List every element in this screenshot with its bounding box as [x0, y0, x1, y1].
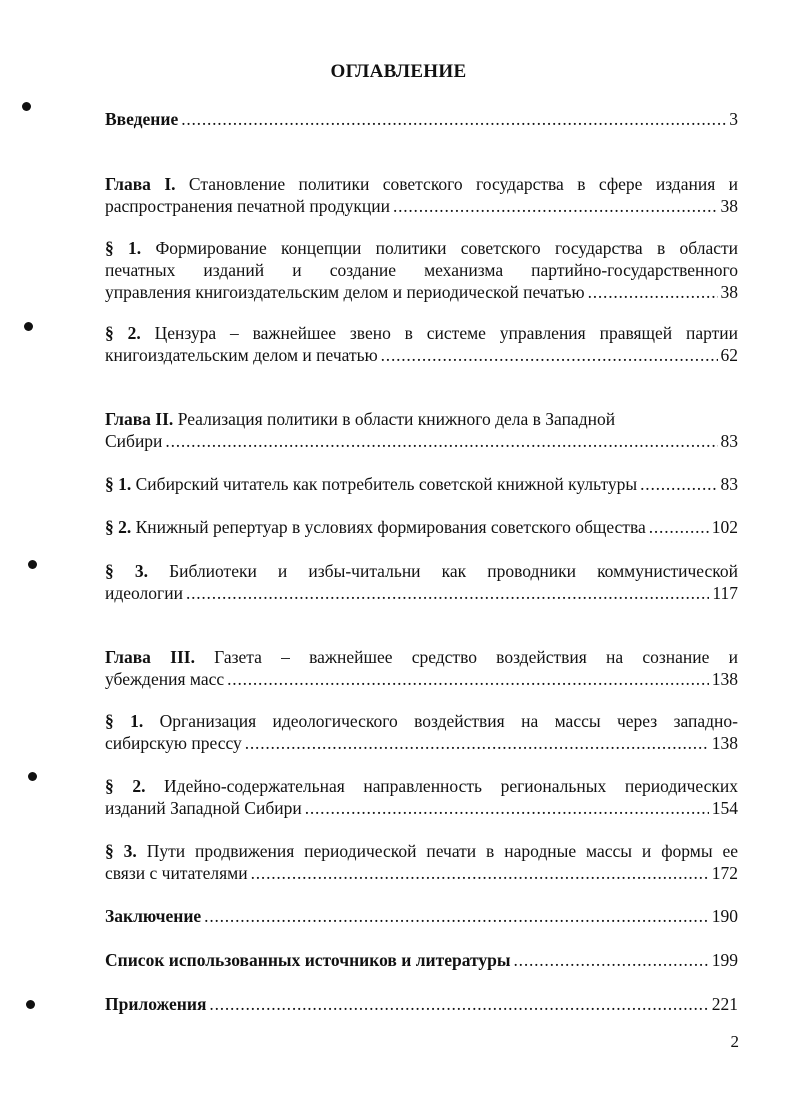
toc-page: 117	[712, 583, 738, 603]
toc-page: 199	[711, 950, 738, 970]
toc-page: 83	[720, 431, 738, 451]
toc-page: 154	[711, 798, 738, 818]
toc-text: Сибири	[105, 431, 163, 451]
toc-text: Реализация политики в области книжного дела в Западной	[177, 409, 616, 429]
toc-text: Цензура – важнейшее звено в системе управления правящей партии	[154, 323, 739, 343]
dot-leader	[204, 905, 709, 927]
toc-entry-intro[interactable]	[105, 108, 738, 130]
toc-text: Идейно-содержательная направленность региональных периодических	[164, 776, 738, 796]
toc-entry-chapter-2[interactable]	[105, 408, 738, 452]
page-title: ОГЛАВЛЕНИЕ	[330, 61, 467, 82]
dot-leader	[227, 668, 709, 690]
toc-label: § 2.	[105, 776, 146, 796]
binding-hole-mark	[28, 560, 37, 569]
toc-label: Глава III.	[105, 647, 195, 667]
toc-entry-section-3-2[interactable]	[105, 775, 738, 819]
toc-text: Газета – важнейшее средство воздействия на сознание и	[214, 647, 738, 667]
dot-leader	[514, 949, 709, 971]
toc-text: Библиотеки и избы-читальни как проводники коммунистической	[169, 561, 739, 581]
toc-label: § 3.	[105, 561, 148, 581]
toc-page: 172	[711, 863, 738, 883]
toc-text: идеологии	[105, 583, 183, 603]
toc-entry-section-1-1[interactable]	[105, 237, 738, 303]
toc-entry-section-3-1[interactable]	[105, 710, 738, 754]
toc-label: § 2.	[105, 517, 132, 537]
toc-text: Формирование концепции политики советского государства в области	[155, 238, 739, 258]
toc-label: § 2.	[105, 323, 141, 343]
toc-label: § 3.	[105, 841, 137, 861]
toc-entry-section-1-2[interactable]	[105, 322, 738, 366]
toc-text: управления книгоиздательским делом и периодической печатью	[105, 282, 585, 302]
toc-heading: Введение	[105, 109, 179, 129]
toc-text: Книжный репертуар в условиях формирования советского общества	[135, 517, 646, 537]
toc-label: Глава I.	[105, 174, 176, 194]
toc-label: Глава II.	[105, 409, 174, 429]
dot-leader	[649, 516, 709, 538]
toc-text: сибирскую прессу	[105, 733, 242, 753]
toc-entry-section-2-3[interactable]	[105, 560, 738, 604]
dot-leader	[640, 473, 717, 495]
dot-leader	[393, 195, 718, 217]
toc-text: книгоиздательским делом и печатью	[105, 345, 378, 365]
toc-entry-appendix[interactable]	[105, 993, 738, 1015]
dot-leader	[209, 993, 708, 1015]
dot-leader	[251, 862, 709, 884]
toc-text: Сибирский читатель как потребитель советской книжной культуры	[135, 474, 638, 494]
toc-entry-section-3-3[interactable]	[105, 840, 738, 884]
toc-page: 62	[720, 345, 738, 365]
toc-page: 102	[711, 517, 738, 537]
toc-page: 138	[711, 669, 738, 689]
toc-entry-chapter-1[interactable]	[105, 173, 738, 217]
toc-page: 138	[711, 733, 738, 753]
binding-hole-mark	[22, 102, 31, 111]
toc-text: связи с читателями	[105, 863, 248, 883]
toc-label: § 1.	[105, 474, 132, 494]
binding-hole-mark	[28, 772, 37, 781]
toc-entry-chapter-3[interactable]	[105, 646, 738, 690]
dot-leader	[165, 430, 717, 452]
page-number: 2	[730, 1032, 739, 1051]
toc-page: 38	[720, 196, 738, 216]
toc-heading: Приложения	[105, 994, 207, 1014]
binding-hole-mark	[26, 1000, 35, 1009]
toc-heading: Заключение	[105, 906, 202, 926]
toc-page: 221	[711, 994, 738, 1014]
toc-label: § 1.	[105, 238, 142, 258]
dot-leader	[245, 732, 709, 754]
dot-leader	[588, 281, 718, 303]
dot-leader	[186, 582, 709, 604]
toc-page: 83	[720, 474, 738, 494]
binding-hole-mark	[24, 322, 33, 331]
toc-text: изданий Западной Сибири	[105, 798, 302, 818]
toc-text: Организация идеологического воздействия на массы через западно-	[159, 711, 739, 731]
toc-entry-sources[interactable]	[105, 949, 738, 971]
toc-page: 38	[720, 282, 738, 302]
toc-text: распространения печатной продукции	[105, 196, 390, 216]
toc-text: Становление политики советского государства в сфере издания и	[188, 174, 738, 194]
dot-leader	[305, 797, 709, 819]
toc-heading: Список использованных источников и литературы	[105, 950, 511, 970]
toc-entry-section-2-2[interactable]	[105, 516, 738, 538]
toc-page: 3	[729, 109, 738, 129]
toc-label: § 1.	[105, 711, 144, 731]
dot-leader	[381, 344, 718, 366]
toc-entry-conclusion[interactable]	[105, 905, 738, 927]
toc-text: Пути продвижения периодической печати в народные массы и формы ее	[146, 841, 739, 861]
toc-page: 190	[711, 906, 738, 926]
toc-text: убеждения масс	[105, 669, 225, 689]
dot-leader	[181, 108, 726, 130]
toc-text: печатных изданий и создание механизма партийно-государственного	[105, 260, 738, 280]
toc-entry-section-2-1[interactable]	[105, 473, 738, 495]
